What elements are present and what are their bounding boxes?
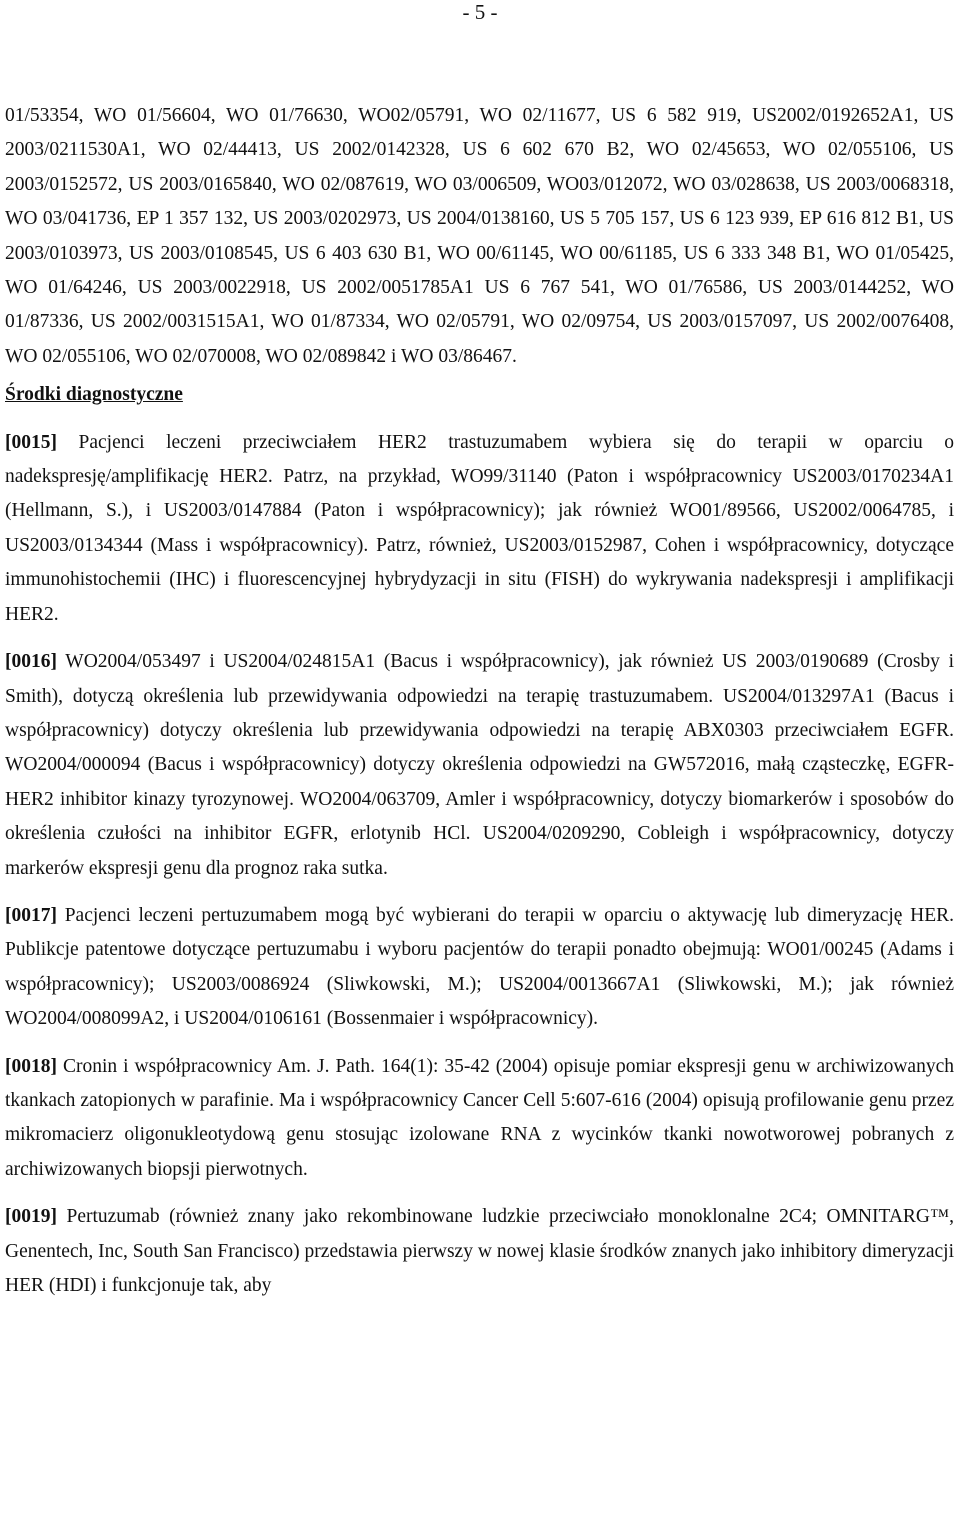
paragraph-0016 (5, 645, 954, 886)
paragraph-number: [0018] (5, 1055, 57, 1077)
paragraph-text: WO2004/053497 i US2004/024815A1 (Bacus i współpracownicy), jak również US 2003/0190689 (Crosby i Smith), dotyczą określenia lub przewidywania odpowiedzi na terapię trastuzumabem. US2004/013297A1 (Bacus i współpracownicy) dotyczy określenia lub przewidywania odpowiedzi na terapię ABX0303 przeciwciałem EGFR. WO2004/000094 (Bacus i współpracownicy) dotyczy określenia odpowiedzi na GW572016, małą cząsteczkę, EGFR-HER2 inhibitor kinazy tyrozynowej. WO2004/063709, Amler i współpracownicy, dotyczy biomarkerów i sposobów do określenia czułości na inhibitor EGFR, erlotynib HCl. US2004/0209290, Cobleigh i współpracownicy, dotyczy markerów ekspresji genu dla prognoz raka sutka. (5, 651, 954, 879)
paragraph-text: Cronin i współpracownicy Am. J. Path. 164(1): 35-42 (2004) opisuje pomiar ekspresji genu w archiwizowanych tkankach zatopionych w parafinie. Ma i współpracownicy Cancer Cell 5:607-616 (2004) opisują profilowanie genu przez mikromacierz oligonukleotydową genu stosując izolowane RNA z wycinków tkanki nowotworowej pobranych z archiwizowanych biopsji pierwotnych. (5, 1055, 954, 1180)
paragraph-text: Pacjenci leczeni pertuzumabem mogą być wybierani do terapii w oparciu o aktywację lub dimeryzację HER. Publikcje patentowe dotyczące pertuzumabu i wyboru pacjentów do terapii ponadto obejmują: WO01/00245 (Adams i współpracownicy); US2003/0086924 (Sliwkowski, M.); US2004/0013667A1 (Sliwkowski, M.); jak również WO2004/008099A2, i US2004/0106161 (Bossenmaier i współpracownicy). (5, 904, 954, 1030)
paragraph-0017 (5, 899, 954, 1037)
paragraph-0018 (5, 1050, 954, 1188)
paragraph-text: Pacjenci leczeni przeciwciałem HER2 trastuzumabem wybiera się do terapii w oparciu o nadekspresję/amplifikację HER2. Patrz, na przykład, WO99/31140 (Paton i współpracownicy US2003/0170234A1 (Hellmann, S.), i US2003/0147884 (Paton i współpracownicy); jak również WO01/89566, US2002/0064785, i US2003/0134344 (Mass i współpracownicy). Patrz, również, US2003/0152987, Cohen i współpracownicy, dotyczące immunohistochemii (IHC) i fluorescencyjnej hybrydyzacji in situ (FISH) do wykrywania nadekspresji i amplifikacji HER2. (5, 431, 954, 625)
intro-paragraph: 01/53354, WO 01/56604, WO 01/76630, WO02/05791, WO 02/11677, US 6 582 919, US2002/0192652A1, US 2003/0211530A1, WO 02/44413, US 2002/0142328, US 6 602 670 B2, WO 02/45653, WO 02/055106, US 2003/0152572, US 2003/0165840, WO 02/087619, WO 03/006509, WO03/012072, WO 03/028638, US 2003/0068318, WO 03/041736, EP 1 357 132, US 2003/0202973, US 2004/0138160, US 5 705 157, US 6 123 939, EP 616 812 B1, US 2003/0103973, US 2003/0108545, US 6 403 630 B1, WO 00/61145, WO 00/61185, US 6 333 348 B1, WO 01/05425, WO 01/64246, US 2003/0022918, US 2002/0051785A1 US 6 767 541, WO 01/76586, US 2003/0144252, WO 01/87336, US 2002/0031515A1, WO 01/87334, WO 02/05791, WO 02/09754, US 2003/0157097, US 2002/0076408, WO 02/055106, WO 02/070008, WO 02/089842 i WO 03/86467. (5, 105, 954, 367)
paragraph-number: [0016] (5, 651, 57, 673)
section-heading: Środki diagnostyczne (5, 384, 183, 406)
page-number: - 5 - (462, 0, 498, 24)
paragraph-number: [0019] (5, 1206, 57, 1228)
paragraph-number: [0015] (5, 431, 57, 453)
paragraph-0015 (5, 426, 954, 632)
document-body (5, 99, 954, 1303)
paragraph-number: [0017] (5, 904, 57, 926)
paragraph-0019 (5, 1200, 954, 1303)
paragraph-text: Pertuzumab (również znany jako rekombinowane ludzkie przeciwciało monoklonalne 2C4; OMNITARG™, Genentech, Inc, South San Francisco) przedstawia pierwszy w nowej klasie środków znanych jako inhibitory dimeryzacji HER (HDI) i funkcjonuje tak, aby (5, 1206, 954, 1296)
